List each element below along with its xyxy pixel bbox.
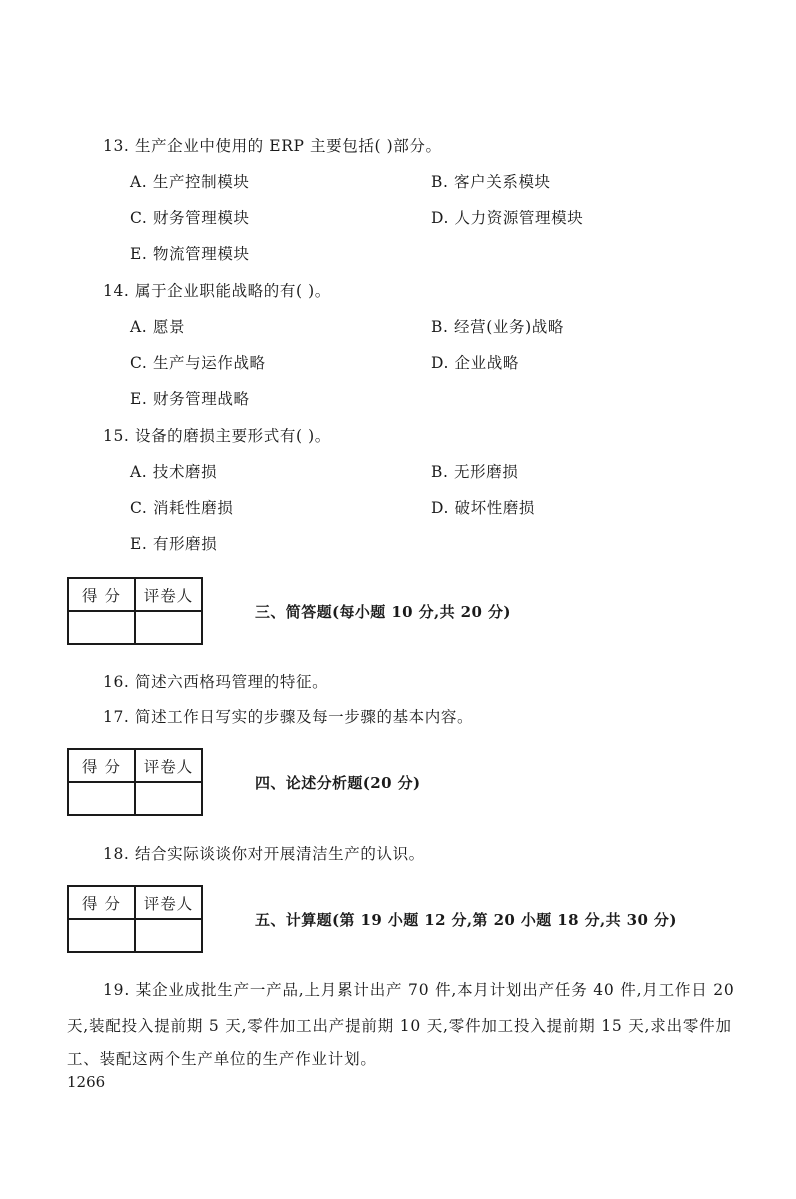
question-19-line-2: 天,装配投入提前期 5 天,零件加工出产提前期 10 天,零件加工投入提前期 15 天,求出零件加 [67,1017,732,1035]
score-box-section-3 [67,577,203,645]
score-field[interactable] [68,782,135,815]
question-18: 18. 结合实际谈谈你对开展清洁生产的认识。 [103,845,425,863]
score-box-section-5 [67,885,203,953]
page-number: 1266 [67,1073,106,1091]
question-13-option-e: E. 物流管理模块 [130,245,250,263]
score-field[interactable] [68,919,135,952]
grader-label: 评卷人 [135,578,202,611]
question-13-option-c: C. 财务管理模块 [130,209,250,227]
question-19-line-1: 19. 某企业成批生产一产品,上月累计出产 70 件,本月计划出产任务 40 件,月工作日 20 [103,981,735,999]
question-14-option-b: B. 经营(业务)战略 [431,318,564,336]
grader-field[interactable] [135,782,202,815]
question-13-stem: 13. 生产企业中使用的 ERP 主要包括( )部分。 [103,137,442,155]
grader-label: 评卷人 [135,886,202,919]
question-17: 17. 简述工作日写实的步骤及每一步骤的基本内容。 [103,708,474,726]
question-15-stem: 15. 设备的磨损主要形式有( )。 [103,427,331,445]
grader-field[interactable] [135,611,202,644]
question-19-line-3: 工、装配这两个生产单位的生产作业计划。 [67,1050,377,1068]
question-15-option-e: E. 有形磨损 [130,535,218,553]
score-box-section-4 [67,748,203,816]
grader-field[interactable] [135,919,202,952]
section-4-title: 四、论述分析题(20 分) [255,774,421,792]
section-5-title: 五、计算题(第 19 小题 12 分,第 20 小题 18 分,共 30 分) [255,911,677,929]
question-16: 16. 简述六西格玛管理的特征。 [103,673,329,691]
question-15-option-b: B. 无形磨损 [431,463,519,481]
question-15-option-c: C. 消耗性磨损 [130,499,234,517]
question-13-option-b: B. 客户关系模块 [431,173,551,191]
question-14-option-d: D. 企业战略 [431,354,519,372]
question-13-option-d: D. 人力资源管理模块 [431,209,584,227]
score-label: 得 分 [68,749,135,782]
grader-label: 评卷人 [135,749,202,782]
question-15-option-d: D. 破坏性磨损 [431,499,536,517]
score-field[interactable] [68,611,135,644]
score-label: 得 分 [68,578,135,611]
question-15-option-a: A. 技术磨损 [130,463,218,481]
question-14-option-a: A. 愿景 [130,318,186,336]
section-3-title: 三、简答题(每小题 10 分,共 20 分) [255,603,511,621]
question-14-option-e: E. 财务管理战略 [130,390,250,408]
question-13-option-a: A. 生产控制模块 [130,173,250,191]
score-label: 得 分 [68,886,135,919]
question-14-option-c: C. 生产与运作战略 [130,354,266,372]
question-14-stem: 14. 属于企业职能战略的有( )。 [103,282,331,300]
